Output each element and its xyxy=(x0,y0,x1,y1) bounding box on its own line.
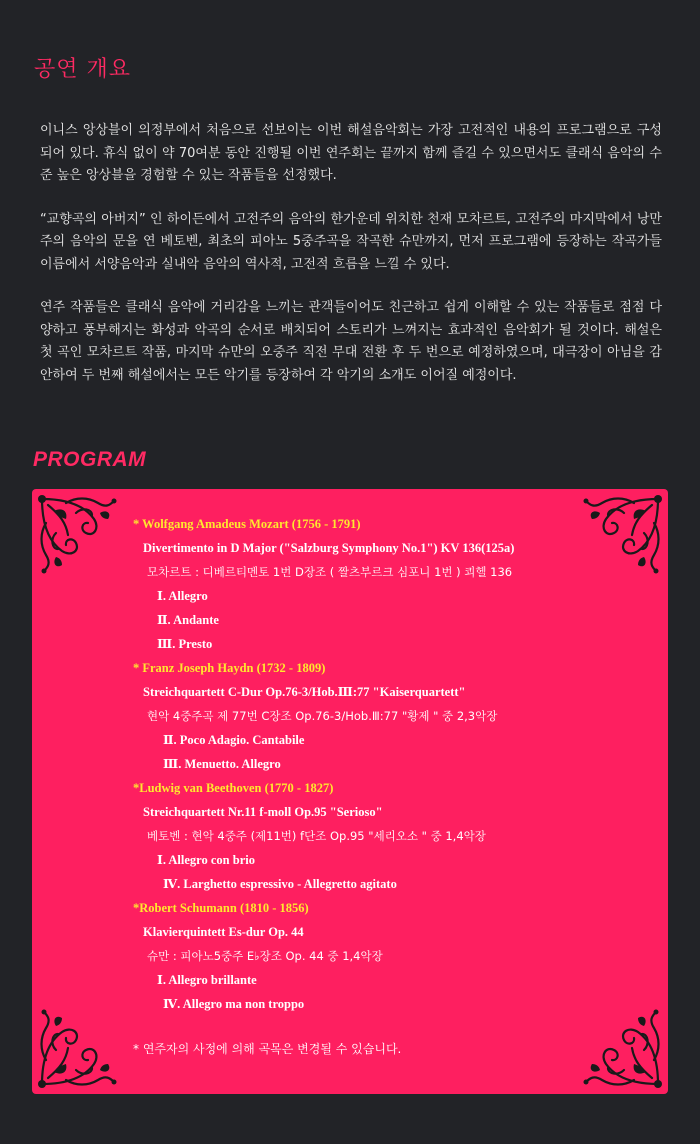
program-work-korean: 모차르트 : 디베르티멘토 1번 D장조 ( 짤츠부르크 심포니 1번 ) 쾨헬 136 xyxy=(147,565,513,579)
program-movement: Ⅱ. Andante xyxy=(157,613,219,627)
program-work: Klavierquintett Es-dur Op. 44 xyxy=(143,925,304,939)
program-movement: Ⅰ. Allegro con brio xyxy=(157,853,255,867)
overview-body xyxy=(40,120,662,408)
program-work-korean: 슈만 : 피아노5중주 E♭장조 Op. 44 중 1,4악장 xyxy=(147,949,383,963)
program-work-korean: 현악 4중주곡 제 77번 C장조 Op.76-3/Hob.Ⅲ:77 "황제 " 중 2,3악장 xyxy=(147,709,498,723)
program-movement: Ⅳ. Larghetto espressivo - Allegretto agitato xyxy=(163,877,397,891)
overview-title: 공연 개요 xyxy=(34,57,132,82)
program-composer-beethoven: *Ludwig van Beethoven (1770 - 1827) xyxy=(133,781,334,795)
program-composer-haydn: * Franz Joseph Haydn (1732 - 1809) xyxy=(133,661,326,675)
program-work: Streichquartett C-Dur Op.76-3/Hob.Ⅲ:77 "Kaiserquartett" xyxy=(143,685,466,699)
program-work: Divertimento in D Major ("Salzburg Symphony No.1") KV 136(125a) xyxy=(143,541,515,555)
flourish-ornament-icon xyxy=(580,1006,664,1090)
overview-paragraph: 이니스 앙상블이 의정부에서 처음으로 선보이는 이번 해설음악회는 가장 고전적인 내용의 프로그램으로 구성되어 있다. 휴식 없이 약 70여분 동안 진행될 이번 연주회는 끝까지 함께 즐길 수 있으면서도 클래식 음악의 수준 높은 앙상블을 경험할 수 있는 작품들을 선정했다. xyxy=(40,123,662,183)
program-change-note: * 연주자의 사정에 의해 곡목은 변경될 수 있습니다. xyxy=(133,1042,402,1056)
program-movement: Ⅰ. Allegro xyxy=(157,589,208,603)
flourish-ornament-icon xyxy=(36,493,120,577)
program-composer-mozart: * Wolfgang Amadeus Mozart (1756 - 1791) xyxy=(133,517,361,531)
program-movement: Ⅳ. Allegro ma non troppo xyxy=(163,997,305,1011)
program-list xyxy=(133,512,633,1016)
program-movement: Ⅲ. Menuetto. Allegro xyxy=(163,757,281,771)
program-composer-schumann: *Robert Schumann (1810 - 1856) xyxy=(133,901,309,915)
program-movement: Ⅲ. Presto xyxy=(157,637,213,651)
flourish-ornament-icon xyxy=(36,1006,120,1090)
program-title: PROGRAM xyxy=(33,448,147,471)
program-movement: Ⅰ. Allegro brillante xyxy=(157,973,257,987)
program-panel xyxy=(32,489,668,1094)
overview-paragraph: 연주 작품들은 클래식 음악에 거리감을 느끼는 관객들이어도 친근하고 쉽게 이해할 수 있는 작품들로 점점 다양하고 풍부해지는 화성과 악곡의 순서로 배치되어 스토리가 느껴지는 효과적인 음악회가 될 것이다. 해설은 첫 곡인 모차르트 작품, 마지막 슈만의 오중주 직전 무대 전환 후 두 번으로 예정하였으며, 대극장이 아님을 감안하여 두 번째 해설에서는 모든 악기를 등장하여 각 악기의 소개도 이어질 예정이다. xyxy=(40,300,662,383)
program-work-korean: 베토벤 : 현악 4중주 (제11번) f단조 Op.95 "세리오소 " 중 1,4악장 xyxy=(147,829,486,843)
program-work: Streichquartett Nr.11 f-moll Op.95 "Serioso" xyxy=(143,805,383,819)
overview-paragraph: “교향곡의 아버지” 인 하이든에서 고전주의 음악의 한가운데 위치한 천재 모차르트, 고전주의 마지막에서 낭만주의 음악의 문을 연 베토벤, 최초의 피아노 5중주곡을 작곡한 슈만까지, 먼저 프로그램에 등장하는 작곡가들 이름에서 서양음악과 실내악 음악의 역사적, 고전적 흐름을 느낄 수 있다. xyxy=(40,211,662,272)
program-movement: Ⅱ. Poco Adagio. Cantabile xyxy=(163,733,305,747)
